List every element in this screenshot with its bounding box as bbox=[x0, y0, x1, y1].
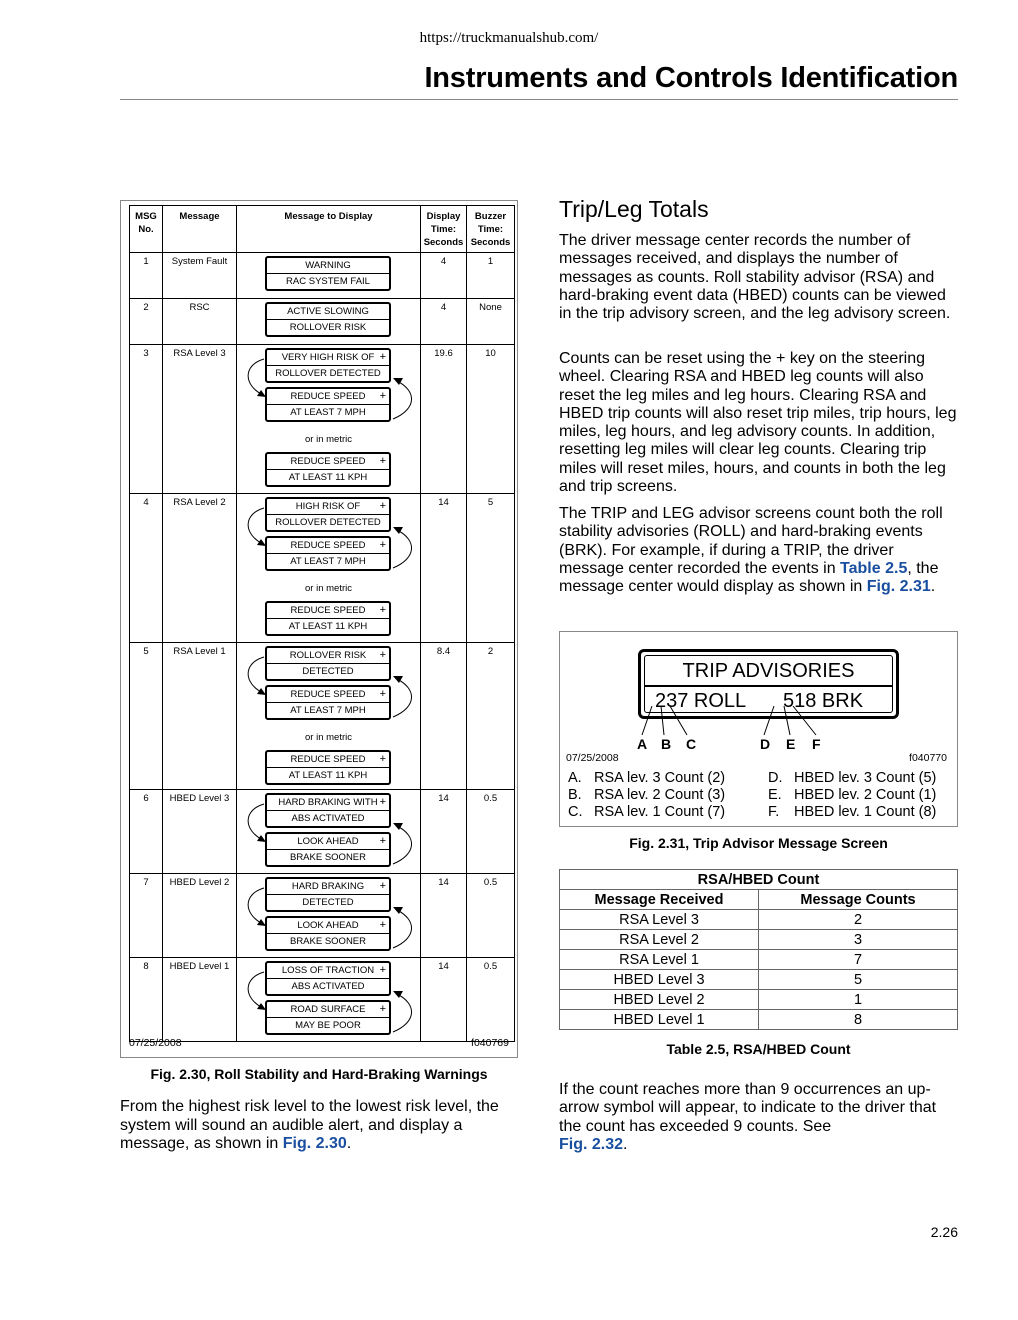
screen-title: TRIP ADVISORIES bbox=[645, 657, 892, 687]
table-row bbox=[130, 790, 515, 874]
title-rule bbox=[120, 99, 958, 100]
display-message-box bbox=[265, 452, 391, 487]
figure-id: f040769 bbox=[471, 1037, 509, 1049]
display-message-box bbox=[265, 256, 391, 291]
display-line: REDUCE SPEED + bbox=[290, 604, 386, 616]
msg-no-cell: 6 bbox=[130, 790, 163, 874]
display-line: ROLLOVER RISK + bbox=[289, 649, 386, 661]
link-fig-2-31[interactable]: Fig. 2.31 bbox=[866, 578, 931, 596]
display-time-cell: 8.4 bbox=[421, 643, 467, 790]
link-table-2-5[interactable]: Table 2.5 bbox=[840, 559, 908, 577]
cycle-arrows bbox=[237, 958, 421, 1038]
display-cell bbox=[237, 253, 421, 299]
table-row bbox=[130, 643, 515, 790]
col-message-counts: Message Counts bbox=[759, 890, 958, 910]
header-buzzer-time: Buzzer Time: Seconds bbox=[467, 206, 515, 253]
display-cell bbox=[237, 494, 421, 643]
table-row bbox=[130, 345, 515, 494]
plus-icon: + bbox=[379, 390, 386, 402]
source-url: https://truckmanualshub.com/ bbox=[419, 30, 599, 46]
legend-item: E. HBED lev. 2 Count (1) bbox=[768, 787, 937, 803]
plus-icon: + bbox=[379, 835, 386, 847]
table-row bbox=[130, 299, 515, 345]
msg-no-cell: 8 bbox=[130, 958, 163, 1042]
callout-a: A bbox=[637, 736, 648, 752]
table-row: HBED Level 3 5 bbox=[560, 970, 958, 990]
display-cell bbox=[237, 790, 421, 874]
table-row: HBED Level 1 8 bbox=[560, 1010, 958, 1030]
buzzer-time-cell: None bbox=[467, 299, 515, 345]
display-line: ABS ACTIVATED bbox=[267, 978, 389, 994]
callout-b: B bbox=[661, 736, 672, 752]
display-line: AT LEAST 7 MPH bbox=[267, 702, 389, 718]
message-cell: RSC bbox=[163, 299, 237, 345]
plus-icon: + bbox=[379, 500, 386, 512]
plus-icon: + bbox=[379, 1003, 386, 1015]
display-line: ROLLOVER DETECTED bbox=[267, 514, 389, 530]
display-line: REDUCE SPEED + bbox=[290, 390, 386, 402]
display-time-cell: 4 bbox=[421, 299, 467, 345]
display-line: BRAKE SOONER bbox=[267, 933, 389, 949]
display-line: ROAD SURFACE + bbox=[290, 1003, 386, 1015]
cycle-arrows bbox=[237, 345, 421, 425]
buzzer-time-cell: 10 bbox=[467, 345, 515, 494]
callout-c: C bbox=[686, 736, 697, 752]
display-line: REDUCE SPEED + bbox=[290, 688, 386, 700]
message-cell: HBED Level 3 bbox=[163, 790, 237, 874]
buzzer-time-cell: 0.5 bbox=[467, 958, 515, 1042]
legend-item: C. RSA lev. 1 Count (7) bbox=[568, 804, 726, 820]
buzzer-time-cell: 1 bbox=[467, 253, 515, 299]
col-message-received: Message Received bbox=[560, 890, 759, 910]
link-fig-2-32[interactable]: Fig. 2.32 bbox=[559, 1135, 624, 1153]
display-line: REDUCE SPEED + bbox=[290, 455, 386, 467]
display-message-box bbox=[265, 601, 391, 636]
legend-right bbox=[768, 770, 936, 821]
table-row bbox=[130, 253, 515, 299]
display-time-cell: 4 bbox=[421, 253, 467, 299]
figure-date: 07/25/2008 bbox=[566, 752, 619, 764]
display-cell bbox=[237, 958, 421, 1042]
plus-icon: + bbox=[379, 688, 386, 700]
display-line: MAY BE POOR bbox=[267, 1017, 389, 1033]
msg-no-cell: 2 bbox=[130, 299, 163, 345]
display-line: HARD BRAKING WITH + bbox=[278, 796, 386, 808]
display-cell bbox=[237, 299, 421, 345]
table-row bbox=[130, 958, 515, 1042]
display-line: DETECTED bbox=[267, 894, 389, 910]
cycle-arrows bbox=[237, 790, 421, 870]
display-line: VERY HIGH RISK OF + bbox=[281, 351, 386, 363]
header-msg-no: MSG No. bbox=[130, 206, 163, 253]
plus-icon: + bbox=[379, 604, 386, 616]
plus-icon: + bbox=[379, 964, 386, 976]
table-row: RSA Level 3 2 bbox=[560, 910, 958, 930]
display-line: REDUCE SPEED + bbox=[290, 539, 386, 551]
header-display-time: Display Time: Seconds bbox=[421, 206, 467, 253]
msg-no-cell: 7 bbox=[130, 874, 163, 958]
callout-lines bbox=[560, 632, 959, 742]
legend-item: A. RSA lev. 3 Count (2) bbox=[568, 770, 726, 786]
rsa-hbed-count-table bbox=[559, 869, 958, 1030]
message-cell: HBED Level 1 bbox=[163, 958, 237, 1042]
section-heading: Trip/Leg Totals bbox=[559, 196, 709, 222]
page-number: 2.26 bbox=[930, 1224, 958, 1240]
cycle-arrows bbox=[237, 494, 421, 574]
metric-note: or in metric bbox=[305, 732, 352, 743]
buzzer-time-cell: 2 bbox=[467, 643, 515, 790]
display-line: LOSS OF TRACTION + bbox=[281, 964, 386, 976]
display-line: WARNING bbox=[305, 260, 351, 271]
message-cell: RSA Level 3 bbox=[163, 345, 237, 494]
page-title: Instruments and Controls Identification bbox=[424, 62, 958, 94]
display-line: HIGH RISK OF + bbox=[295, 500, 386, 512]
callout-f: F bbox=[812, 736, 821, 752]
display-line: HARD BRAKING + bbox=[291, 880, 386, 892]
display-time-cell: 14 bbox=[421, 874, 467, 958]
legend-item: B. RSA lev. 2 Count (3) bbox=[568, 787, 726, 803]
buzzer-time-cell: 5 bbox=[467, 494, 515, 643]
display-message-box bbox=[265, 302, 391, 337]
message-cell: HBED Level 2 bbox=[163, 874, 237, 958]
buzzer-time-cell: 0.5 bbox=[467, 790, 515, 874]
plus-icon: + bbox=[379, 880, 386, 892]
display-line: LOOK AHEAD + bbox=[297, 835, 386, 847]
plus-icon: + bbox=[379, 351, 386, 363]
display-line: LOOK AHEAD + bbox=[297, 919, 386, 931]
display-line: REDUCE SPEED + bbox=[290, 753, 386, 765]
plus-icon: + bbox=[379, 455, 386, 467]
display-line: AT LEAST 11 KPH bbox=[267, 469, 389, 485]
msg-no-cell: 3 bbox=[130, 345, 163, 494]
table-row: RSA Level 1 7 bbox=[560, 950, 958, 970]
display-line: ABS ACTIVATED bbox=[267, 810, 389, 826]
paragraph-alert: From the highest risk level to the lowest risk level, the system will sound an audible alert, and display a message, as shown in Fig. 2.30. bbox=[120, 1098, 499, 1152]
display-line: DETECTED bbox=[267, 663, 389, 679]
display-line: RAC SYSTEM FAIL bbox=[267, 273, 389, 289]
figure-caption: Fig. 2.31, Trip Advisor Message Screen bbox=[629, 835, 888, 851]
display-cell bbox=[237, 643, 421, 790]
display-message-box bbox=[265, 750, 391, 785]
plus-icon: + bbox=[379, 539, 386, 551]
figure-2-31 bbox=[559, 631, 958, 827]
display-time-cell: 14 bbox=[421, 790, 467, 874]
display-line: AT LEAST 11 KPH bbox=[267, 767, 389, 783]
link-fig-2-30[interactable]: Fig. 2.30 bbox=[282, 1135, 347, 1152]
roll-count: 237 ROLL bbox=[655, 690, 747, 712]
display-time-cell: 19.6 bbox=[421, 345, 467, 494]
table-row: RSA Level 2 3 bbox=[560, 930, 958, 950]
message-cell: RSA Level 1 bbox=[163, 643, 237, 790]
plus-icon: + bbox=[379, 649, 386, 661]
cycle-arrows bbox=[237, 643, 421, 723]
paragraph-2: Counts can be reset using the + key on the steering wheel. Clearing RSA and HBED leg counts will also reset the leg miles and leg hours. Clearing RSA and HBED trip counts will also reset trip miles, trip hours, leg miles, leg hours, and leg advisory counts. In addition, resetting leg miles will clear leg counts. Clearing trip miles will reset miles, hours, and counts in both the leg and trip screens. bbox=[559, 350, 957, 496]
plus-icon: + bbox=[379, 796, 386, 808]
metric-note: or in metric bbox=[305, 434, 352, 445]
table-caption: Table 2.5, RSA/HBED Count bbox=[666, 1041, 851, 1057]
msg-no-cell: 4 bbox=[130, 494, 163, 643]
display-cell bbox=[237, 345, 421, 494]
legend-item: D. HBED lev. 3 Count (5) bbox=[768, 770, 937, 786]
cycle-arrows bbox=[237, 874, 421, 954]
plus-icon: + bbox=[379, 919, 386, 931]
msg-no-cell: 5 bbox=[130, 643, 163, 790]
callout-d: D bbox=[760, 736, 771, 752]
figure-caption: Fig. 2.30, Roll Stability and Hard-Braking Warnings bbox=[150, 1066, 488, 1082]
msg-no-cell: 1 bbox=[130, 253, 163, 299]
table-row bbox=[130, 874, 515, 958]
display-line: AT LEAST 7 MPH bbox=[267, 404, 389, 420]
display-line: ROLLOVER DETECTED bbox=[267, 365, 389, 381]
display-time-cell: 14 bbox=[421, 494, 467, 643]
legend-left bbox=[568, 770, 725, 821]
metric-note: or in metric bbox=[305, 583, 352, 594]
figure-date: 07/25/2008 bbox=[129, 1037, 182, 1049]
warnings-table bbox=[129, 205, 515, 1042]
display-line: ACTIVE SLOWING bbox=[287, 306, 369, 317]
plus-icon: + bbox=[379, 753, 386, 765]
brk-count: 518 BRK bbox=[783, 690, 864, 712]
legend-item: F. HBED lev. 1 Count (8) bbox=[768, 804, 937, 820]
message-cell: System Fault bbox=[163, 253, 237, 299]
paragraph-4: If the count reaches more than 9 occurrences an up-arrow symbol will appear, to indicate to the driver that the count has exceeded 9 counts. See Fig. 2.32. bbox=[559, 1081, 937, 1153]
display-line: AT LEAST 11 KPH bbox=[267, 618, 389, 634]
header-message: Message bbox=[163, 206, 237, 253]
table-row bbox=[130, 494, 515, 643]
display-line: ROLLOVER RISK bbox=[267, 319, 389, 335]
paragraph-3: The TRIP and LEG advisor screens count both the roll stability advisories (ROLL) and hard-braking events (BRK). For example, if during a TRIP, the driver message center recorded the events in Table 2.5, the message center would display as shown in Fig. 2.31. bbox=[559, 505, 943, 596]
figure-id: f040770 bbox=[909, 752, 947, 764]
table-title: RSA/HBED Count bbox=[560, 870, 958, 890]
display-line: AT LEAST 7 MPH bbox=[267, 553, 389, 569]
display-cell bbox=[237, 874, 421, 958]
figure-2-30 bbox=[120, 200, 518, 1058]
display-line: BRAKE SOONER bbox=[267, 849, 389, 865]
callout-e: E bbox=[786, 736, 796, 752]
display-time-cell: 14 bbox=[421, 958, 467, 1042]
header-message-to-display: Message to Display bbox=[237, 206, 421, 253]
message-cell: RSA Level 2 bbox=[163, 494, 237, 643]
buzzer-time-cell: 0.5 bbox=[467, 874, 515, 958]
paragraph-1: The driver message center records the number of messages received, and displays the number of messages as counts. Roll stability advisor (RSA) and hard-braking event data (HBED) counts can be viewed in the trip advisory screen, and the leg advisory screen. bbox=[559, 232, 951, 323]
table-row: HBED Level 2 1 bbox=[560, 990, 958, 1010]
